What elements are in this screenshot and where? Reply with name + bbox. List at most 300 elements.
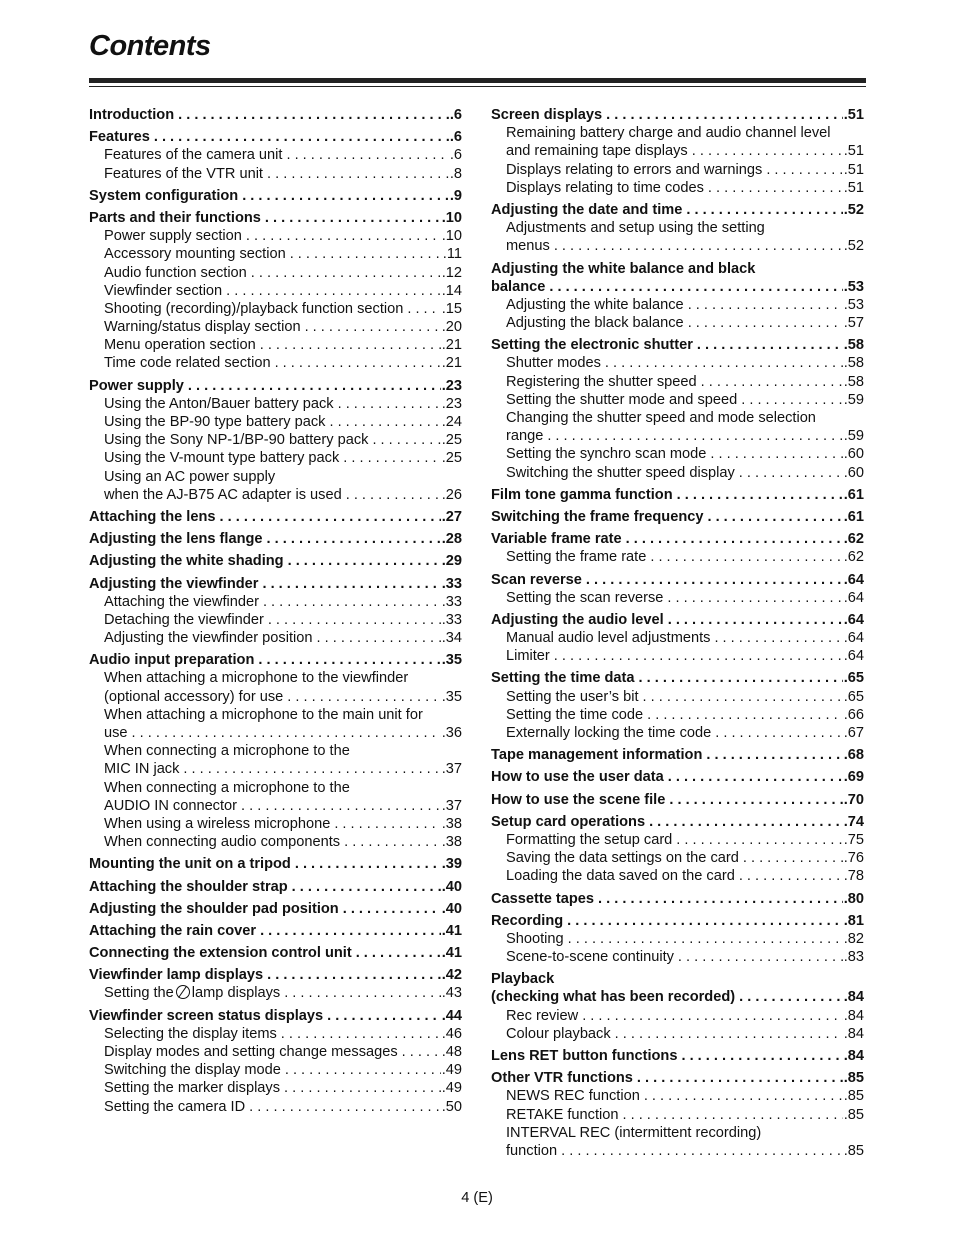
dot-leader	[346, 486, 441, 504]
toc-entry[interactable]	[89, 336, 462, 354]
dot-leader	[226, 282, 441, 300]
toc-label: Manual audio level adjustments	[506, 630, 711, 647]
toc-entry[interactable]	[89, 688, 462, 706]
toc-section	[491, 530, 864, 566]
toc-heading[interactable]	[89, 106, 462, 124]
dot-leader	[547, 427, 842, 445]
toc-entry[interactable]	[491, 867, 864, 885]
toc-entry[interactable]	[491, 831, 864, 849]
toc-section	[491, 970, 864, 1043]
toc-page-number: .42	[441, 967, 462, 984]
toc-section	[89, 900, 462, 918]
toc-heading[interactable]	[491, 746, 864, 764]
toc-label: Lens RET button functions	[491, 1048, 678, 1064]
toc-entry[interactable]	[89, 395, 462, 413]
toc-entry[interactable]	[89, 300, 462, 318]
toc-entry[interactable]	[491, 373, 864, 391]
dot-leader	[275, 354, 441, 372]
toc-heading[interactable]	[89, 944, 462, 962]
toc-page-number: .34	[441, 630, 462, 647]
toc-heading[interactable]	[491, 988, 864, 1006]
toc-label: Using an AC power supply	[104, 468, 276, 485]
toc-page-number: .84	[843, 989, 864, 1006]
toc-page-number: .14	[441, 282, 462, 299]
toc-entry[interactable]	[89, 797, 462, 815]
toc-heading[interactable]	[491, 486, 864, 504]
toc-section	[491, 813, 864, 886]
toc-page-number: .25	[441, 432, 462, 449]
toc-entry[interactable]	[491, 427, 864, 445]
dot-leader	[710, 445, 842, 463]
dot-leader	[265, 209, 441, 227]
toc-entry[interactable]	[491, 589, 864, 607]
toc-entry[interactable]	[491, 464, 864, 482]
toc-entry[interactable]	[491, 445, 864, 463]
toc-heading[interactable]	[89, 128, 462, 146]
toc-page-number: .33	[441, 611, 462, 628]
toc-heading[interactable]	[89, 966, 462, 984]
toc-page-number: .49	[441, 1080, 462, 1097]
toc-heading[interactable]	[491, 912, 864, 930]
toc-page-number: .15	[441, 300, 462, 317]
dot-leader	[554, 647, 843, 665]
toc-entry[interactable]	[491, 1124, 864, 1142]
dot-leader	[568, 930, 843, 948]
toc-label: Setting the electronic shutter	[491, 337, 693, 354]
toc-entry[interactable]	[89, 593, 462, 611]
dot-leader	[288, 552, 441, 570]
toc-page-number: .46	[441, 1025, 462, 1042]
contents-right-column	[491, 106, 864, 1164]
toc-label: Attaching the rain cover	[89, 922, 257, 939]
toc-page-number: .23	[441, 377, 462, 394]
toc-heading[interactable]	[491, 1047, 864, 1065]
toc-entry[interactable]	[89, 779, 462, 797]
dot-leader	[644, 1087, 843, 1105]
toc-heading[interactable]	[89, 377, 462, 395]
toc-entry[interactable]	[89, 264, 462, 282]
dot-leader	[605, 354, 843, 372]
toc-page-number: .49	[441, 1062, 462, 1079]
toc-label: when the AJ-B75 AC adapter is used	[104, 486, 342, 503]
toc-heading[interactable]	[491, 106, 864, 124]
toc-entry[interactable]	[491, 688, 864, 706]
toc-page-number: .75	[843, 831, 864, 848]
toc-label: menus	[506, 238, 550, 255]
toc-entry[interactable]	[89, 760, 462, 778]
dot-leader	[183, 760, 440, 778]
toc-entry[interactable]	[89, 227, 462, 245]
toc-label: Variable frame rate	[491, 531, 622, 548]
dot-leader	[241, 797, 441, 815]
dot-leader	[281, 1025, 441, 1043]
toc-label: Audio function section	[104, 264, 247, 281]
toc-entry[interactable]	[89, 468, 462, 486]
toc-entry[interactable]	[89, 165, 462, 183]
toc-heading[interactable]	[89, 855, 462, 873]
toc-section	[491, 106, 864, 197]
toc-page-number: .85	[843, 1088, 864, 1105]
toc-entry[interactable]	[491, 930, 864, 948]
toc-entry[interactable]	[89, 1025, 462, 1043]
toc-entry[interactable]	[491, 1007, 864, 1025]
toc-entry[interactable]	[491, 1106, 864, 1124]
toc-label: Menu operation section	[104, 337, 256, 354]
toc-label: balance	[491, 278, 546, 295]
toc-label: Features of the camera unit	[104, 147, 283, 164]
toc-entry[interactable]	[89, 431, 462, 449]
toc-entry[interactable]	[89, 1079, 462, 1097]
toc-entry[interactable]	[491, 948, 864, 966]
toc-page-number: .37	[441, 797, 462, 814]
toc-entry[interactable]	[89, 629, 462, 647]
dot-leader	[739, 988, 843, 1006]
toc-page-number: .65	[843, 670, 864, 687]
dot-leader	[292, 878, 441, 896]
toc-section	[89, 651, 462, 851]
toc-page-number: .85	[843, 1106, 864, 1123]
dot-leader	[334, 815, 440, 833]
toc-page-number: .61	[843, 486, 864, 503]
dot-leader	[567, 912, 843, 930]
toc-page-number: .69	[843, 769, 864, 786]
toc-label: RETAKE function	[506, 1106, 619, 1123]
dot-leader	[338, 395, 441, 413]
toc-label: Parts and their functions	[89, 209, 261, 226]
toc-page-number: .44	[441, 1007, 462, 1024]
toc-page-number: .25	[441, 450, 462, 467]
toc-heading[interactable]	[491, 768, 864, 786]
dot-leader	[676, 831, 842, 849]
toc-heading[interactable]	[89, 1007, 462, 1025]
toc-entry[interactable]	[89, 413, 462, 431]
toc-label: When using a wireless microphone	[104, 815, 331, 832]
toc-entry[interactable]	[89, 1098, 462, 1116]
toc-entry[interactable]	[491, 219, 864, 237]
toc-heading[interactable]	[491, 571, 864, 589]
toc-heading[interactable]	[89, 209, 462, 227]
toc-label: Loading the data saved on the card	[506, 868, 735, 885]
toc-heading[interactable]	[491, 611, 864, 629]
toc-label: Viewfinder section	[104, 282, 223, 299]
toc-entry[interactable]	[491, 142, 864, 160]
dot-leader	[582, 1007, 843, 1025]
toc-label: Setup card operations	[491, 813, 646, 830]
toc-entry[interactable]	[491, 849, 864, 867]
toc-entry[interactable]	[89, 282, 462, 300]
toc-label: Audio input preparation	[89, 652, 255, 669]
toc-label: Externally locking the time code	[506, 725, 712, 741]
toc-label: When connecting audio components	[104, 834, 341, 851]
toc-entry[interactable]	[491, 296, 864, 314]
toc-label: Setting the synchro scan mode	[506, 446, 707, 463]
toc-entry[interactable]	[89, 833, 462, 851]
toc-label: NEWS REC function	[506, 1088, 640, 1105]
toc-entry[interactable]	[89, 706, 462, 724]
toc-entry[interactable]	[89, 742, 462, 760]
toc-label: Tape management information	[491, 747, 703, 764]
toc-entry[interactable]	[491, 1087, 864, 1105]
dot-leader	[715, 724, 842, 742]
toc-page-number: .21	[441, 337, 462, 354]
toc-heading-line[interactable]: Playback	[491, 971, 555, 988]
toc-label: (checking what has been recorded)	[491, 989, 736, 1006]
toc-entry[interactable]	[491, 629, 864, 647]
dot-leader	[285, 1061, 441, 1079]
dot-leader	[743, 849, 843, 867]
toc-page-number: .58	[843, 355, 864, 372]
toc-page-number: .64	[843, 630, 864, 647]
toc-entry[interactable]	[491, 409, 864, 427]
toc-entry[interactable]	[89, 354, 462, 372]
toc-label: Setting the frame rate	[506, 549, 647, 566]
toc-section	[491, 201, 864, 256]
toc-label: Adjusting the white balance	[506, 296, 684, 313]
toc-label: (optional accessory) for use	[104, 688, 284, 705]
toc-page-number: .43	[441, 985, 462, 1002]
toc-page-number: .38	[441, 815, 462, 832]
dot-leader	[287, 688, 440, 706]
toc-label: Display modes and setting change messages	[104, 1044, 398, 1060]
toc-page-number: .6	[449, 147, 462, 164]
dot-leader	[290, 245, 442, 263]
toc-heading[interactable]	[491, 813, 864, 831]
toc-page-number: .70	[843, 791, 864, 808]
toc-label: Introduction	[89, 107, 175, 123]
toc-heading[interactable]	[89, 530, 462, 548]
toc-page-number: .58	[843, 337, 864, 354]
toc-label: Setting the scan reverse	[506, 589, 664, 606]
toc-label: Scene-to-scene continuity	[506, 949, 674, 966]
toc-label: When attaching a microphone to the main unit for	[104, 706, 423, 723]
toc-section	[89, 209, 462, 373]
toc-label: Setting the marker displays	[104, 1080, 281, 1097]
toc-label: Mounting the unit on a tripod	[89, 856, 291, 873]
toc-label: Using the Sony NP-1/BP-90 battery pack	[104, 432, 369, 449]
toc-heading[interactable]	[491, 1069, 864, 1087]
toc-label: INTERVAL REC (intermittent recording)	[506, 1124, 762, 1141]
dot-leader	[267, 966, 441, 984]
toc-label: Detaching the viewfinder	[104, 611, 264, 628]
toc-entry[interactable]	[491, 161, 864, 179]
dot-leader	[678, 948, 843, 966]
toc-section	[491, 912, 864, 967]
dot-leader	[741, 391, 842, 409]
toc-entry[interactable]	[89, 815, 462, 833]
toc-entry[interactable]	[491, 391, 864, 409]
toc-page-number: .59	[843, 428, 864, 445]
toc-page-number: .50	[441, 1098, 462, 1115]
title-rule-thin	[89, 86, 866, 87]
toc-section	[491, 260, 864, 333]
toc-entry[interactable]	[89, 669, 462, 687]
toc-page-number: .40	[441, 878, 462, 895]
toc-section	[89, 1007, 462, 1116]
dot-leader	[246, 227, 441, 245]
toc-heading[interactable]	[491, 890, 864, 908]
dot-leader	[262, 575, 440, 593]
toc-entry[interactable]	[491, 354, 864, 372]
toc-page-number: .51	[843, 107, 864, 123]
toc-section	[89, 855, 462, 873]
dot-leader	[132, 724, 441, 742]
toc-heading[interactable]	[491, 791, 864, 809]
toc-page-number: .20	[441, 319, 462, 336]
toc-label: Adjusting the shoulder pad position	[89, 900, 339, 917]
toc-entry[interactable]	[491, 1025, 864, 1043]
toc-page-number: .78	[843, 868, 864, 885]
toc-entry[interactable]	[491, 724, 864, 742]
toc-entry[interactable]	[89, 146, 462, 164]
toc-entry[interactable]	[491, 548, 864, 566]
toc-heading[interactable]	[89, 552, 462, 570]
dot-leader	[267, 165, 449, 183]
toc-page-number: .36	[441, 725, 462, 741]
toc-page-number: .35	[441, 652, 462, 669]
toc-entry[interactable]	[491, 179, 864, 197]
dot-leader	[622, 1106, 842, 1124]
toc-heading[interactable]	[491, 508, 864, 526]
dot-leader	[643, 688, 843, 706]
toc-heading[interactable]	[89, 651, 462, 669]
dot-leader	[188, 377, 441, 395]
toc-label: Switching the frame frequency	[491, 508, 704, 525]
toc-entry[interactable]	[89, 1043, 462, 1061]
toc-heading-line[interactable]: Adjusting the white balance and black	[491, 260, 756, 277]
dot-leader	[667, 589, 842, 607]
toc-label: Setting the time code	[506, 706, 644, 723]
toc-label: Adjusting the white shading	[89, 553, 284, 570]
page-number: 4 (E)	[461, 1190, 493, 1206]
dot-leader	[242, 187, 449, 205]
toc-section	[89, 552, 462, 570]
toc-entry[interactable]	[491, 314, 864, 332]
toc-label: AUDIO IN connector	[104, 797, 238, 814]
toc-page-number: .85	[843, 1070, 864, 1087]
toc-page-number: .68	[843, 747, 864, 764]
toc-entry[interactable]	[491, 1142, 864, 1160]
toc-label: Setting the user’s bit	[506, 688, 639, 705]
toc-entry[interactable]	[89, 245, 462, 263]
toc-page-number: .65	[843, 688, 864, 705]
toc-page-number: .51	[843, 179, 864, 196]
toc-heading[interactable]	[491, 336, 864, 354]
toc-page-number: .64	[843, 611, 864, 628]
dot-leader	[714, 629, 842, 647]
dot-leader	[739, 464, 843, 482]
toc-page-number: .57	[843, 315, 864, 332]
toc-label: Attaching the viewfinder	[104, 593, 259, 610]
toc-heading[interactable]	[491, 530, 864, 548]
toc-entry[interactable]	[89, 611, 462, 629]
dot-leader	[697, 336, 843, 354]
toc-page-number: .67	[843, 725, 864, 741]
toc-page-number: .28	[441, 531, 462, 548]
toc-section	[491, 791, 864, 809]
toc-entry[interactable]	[491, 124, 864, 142]
toc-page-number: .60	[843, 446, 864, 463]
toc-page-number: .26	[441, 486, 462, 503]
toc-heading[interactable]	[491, 201, 864, 219]
dot-leader	[692, 142, 843, 160]
toc-page-number: .52	[843, 201, 864, 218]
dot-leader	[356, 944, 441, 962]
toc-heading[interactable]	[491, 278, 864, 296]
toc-label: Scan reverse	[491, 571, 582, 588]
toc-label: Setting the time data	[491, 670, 635, 687]
toc-heading[interactable]	[491, 669, 864, 687]
toc-label: When attaching a microphone to the viewfinder	[104, 670, 409, 687]
dot-leader	[178, 106, 449, 124]
dot-leader	[650, 548, 842, 566]
toc-page-number: .53	[843, 278, 864, 295]
dot-leader	[681, 1047, 842, 1065]
dot-leader	[263, 593, 441, 611]
toc-page-number: .11	[442, 246, 462, 263]
toc-entry[interactable]	[89, 724, 462, 742]
toc-heading[interactable]	[89, 508, 462, 526]
toc-label: Adjusting the viewfinder	[89, 575, 259, 592]
toc-entry[interactable]	[89, 449, 462, 467]
toc-entry[interactable]	[89, 486, 462, 504]
toc-page-number: .39	[441, 856, 462, 873]
toc-label: Recording	[491, 912, 564, 929]
toc-page-number: .59	[843, 391, 864, 408]
dot-leader	[606, 106, 843, 124]
toc-heading[interactable]	[89, 878, 462, 896]
toc-label: Changing the shutter speed and mode selection	[506, 410, 816, 426]
toc-label: MIC IN jack	[104, 761, 180, 778]
toc-entry[interactable]	[491, 647, 864, 665]
toc-page-number: .8	[449, 165, 462, 182]
toc-label: Shutter modes	[506, 355, 601, 372]
toc-label: function	[506, 1142, 558, 1159]
toc-label: Formatting the setup card	[506, 831, 673, 848]
title-rule-thick	[89, 78, 866, 83]
dot-leader	[739, 867, 843, 885]
toc-entry[interactable]	[89, 318, 462, 336]
dot-leader	[286, 146, 448, 164]
dot-leader	[668, 768, 843, 786]
dot-leader	[344, 833, 441, 851]
dot-leader	[647, 706, 843, 724]
toc-heading[interactable]	[89, 922, 462, 940]
toc-section	[491, 746, 864, 764]
toc-label: Limiter	[506, 648, 550, 665]
dot-leader	[295, 855, 441, 873]
toc-section	[491, 669, 864, 742]
toc-label: Power supply section	[104, 228, 242, 245]
toc-section	[89, 187, 462, 205]
toc-page-number: .23	[441, 395, 462, 412]
toc-label: When connecting a microphone to the	[104, 743, 350, 760]
toc-entry[interactable]	[491, 706, 864, 724]
toc-heading[interactable]	[89, 575, 462, 593]
toc-entry[interactable]	[89, 984, 462, 1002]
toc-heading[interactable]	[89, 900, 462, 918]
toc-entry[interactable]	[89, 1061, 462, 1079]
toc-label: Other VTR functions	[491, 1070, 633, 1087]
toc-heading[interactable]	[89, 187, 462, 205]
toc-page-number: .40	[441, 900, 462, 917]
toc-page-number: .81	[843, 912, 864, 929]
toc-page-number: .80	[843, 890, 864, 907]
dot-leader	[549, 278, 842, 296]
toc-entry[interactable]	[491, 237, 864, 255]
toc-section	[89, 922, 462, 940]
toc-section	[491, 508, 864, 526]
toc-label: use	[104, 725, 128, 741]
